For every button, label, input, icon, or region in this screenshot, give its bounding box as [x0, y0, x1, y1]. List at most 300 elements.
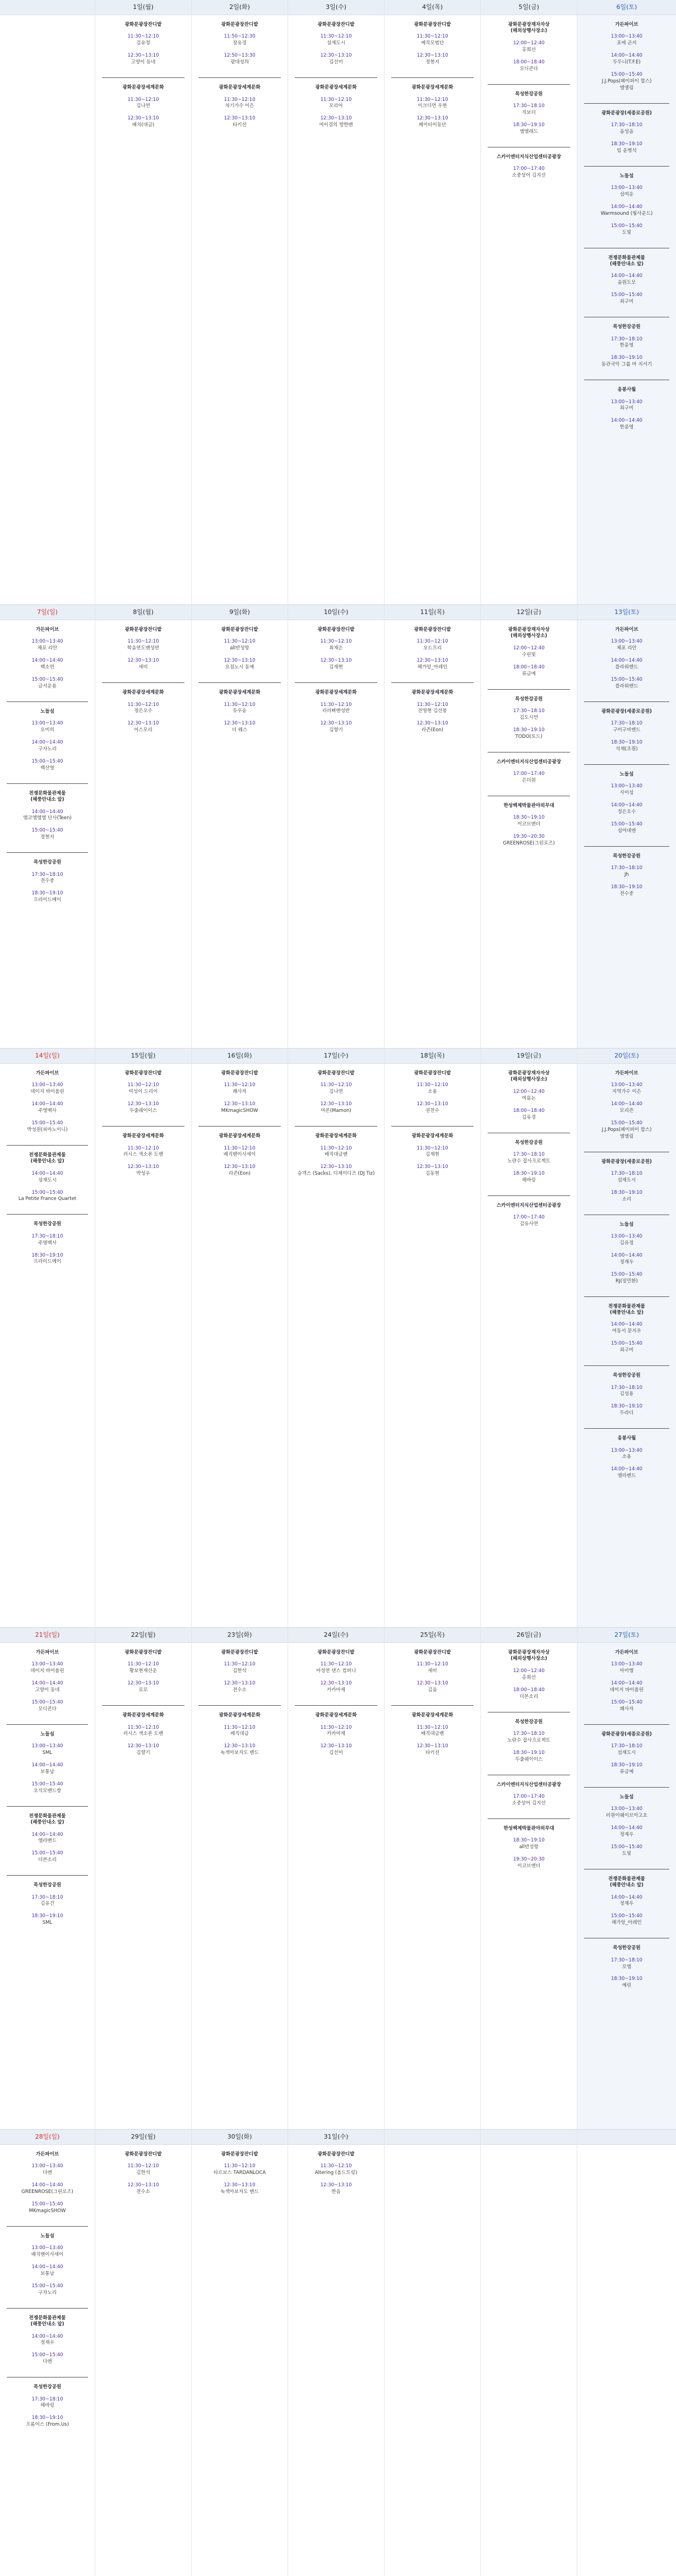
slot-performer: 라즌(Eon): [421, 727, 443, 733]
venue-block: [198, 1127, 281, 1189]
venue-block: [584, 167, 669, 248]
venue-block: [102, 1127, 184, 1189]
slot-performer: 타르보스 TARDANLOCA: [213, 2170, 266, 2176]
venue-name: 목성한강공원: [515, 696, 543, 702]
calendar-day-empty: [481, 2130, 577, 2576]
slot-time: 12:30~13:10: [416, 721, 448, 727]
slot-time: 12:00~12:40: [513, 1668, 545, 1674]
slot-time: 12:30~13:10: [224, 1743, 256, 1749]
venue-block: [295, 1643, 377, 1706]
day-header: 17일(수): [288, 1049, 384, 1064]
venue-block: [7, 1146, 88, 1215]
slot-time: 17:30~18:10: [610, 865, 643, 871]
day-header: 23일(화): [192, 1628, 288, 1643]
performance-slot: [490, 1152, 568, 1165]
performance-slot: [104, 1164, 182, 1178]
slot-performer: 플라워밴드: [615, 664, 638, 671]
venue-block: [198, 78, 281, 140]
venue-name: 광화문광장세계문화: [411, 1712, 453, 1719]
day-header: 5일(금): [481, 0, 577, 15]
performance-slot: [586, 1466, 667, 1480]
performance-slot: [201, 1661, 279, 1675]
slot-performer: 여름논: [522, 1095, 536, 1101]
slot-time: 11:30~12:10: [320, 1145, 352, 1151]
performance-slot: [586, 1895, 667, 1908]
slot-time: 17:30~18:10: [513, 708, 545, 714]
slot-performer: 최구미: [619, 1347, 634, 1354]
calendar-day: [95, 1628, 192, 2129]
performance-slot: [586, 1976, 667, 1989]
performance-slot: [490, 708, 568, 722]
slot-performer: 보통남: [40, 2270, 54, 2277]
venue-block: [295, 1064, 377, 1127]
slot-performer: 로로: [138, 1687, 148, 1693]
performance-slot: [586, 34, 667, 47]
slot-time: 17:30~18:10: [31, 1894, 63, 1900]
performance-slot: [490, 59, 568, 73]
venue-name: 광화문광장(세종로공원): [601, 708, 652, 714]
performance-slot: [297, 721, 375, 734]
day-header: 31일(수): [288, 2130, 384, 2145]
slot-time: 12:30~13:10: [320, 658, 352, 664]
slot-time: 13:00~13:40: [31, 721, 63, 727]
slot-performer: TODO(토드): [515, 733, 543, 740]
slot-performer: 김향기: [329, 727, 343, 733]
slot-performer: 김유정: [619, 1240, 634, 1247]
calendar-day: [481, 605, 577, 1048]
slot-performer: 엠코엠엠엠 단사(Teen): [23, 815, 72, 821]
slot-time: 15:00~15:40: [31, 1189, 63, 1195]
calendar-day: [192, 1628, 288, 2129]
day-header: 11일(목): [385, 605, 480, 620]
performance-slot: [201, 53, 279, 66]
slot-performer: 소중상어 김지선: [512, 1800, 546, 1806]
performance-slot: [9, 721, 86, 734]
slot-time: 13:00~13:40: [610, 1447, 643, 1453]
venue-name: 광화문광장(세종로공원): [601, 110, 652, 116]
slot-performer: 정재우: [619, 1831, 634, 1838]
venue-block: [584, 248, 669, 318]
day-header: 16일(화): [192, 1049, 288, 1064]
slot-performer: 수린빛: [522, 652, 536, 658]
slot-performer: SML: [42, 1920, 53, 1926]
slot-performer: 지역가수 이은: [612, 1089, 641, 1095]
slot-performer: 쾌사자: [619, 1706, 634, 1712]
venue-block: [488, 753, 570, 796]
slot-time: 12:30~13:10: [320, 2182, 352, 2189]
slot-time: 11:30~12:10: [416, 34, 448, 40]
slot-time: 11:30~12:10: [127, 639, 159, 645]
slot-time: 12:00~12:40: [513, 40, 545, 46]
performance-slot: [9, 2283, 86, 2297]
performance-slot: [586, 1234, 667, 1247]
slot-time: 11:30~12:10: [416, 1724, 448, 1730]
venue-name: 노들섬: [40, 2233, 54, 2239]
slot-performer: 두줄쉐이이스: [129, 1108, 158, 1114]
slot-performer: 소리: [622, 1196, 632, 1202]
calendar-day: [95, 605, 192, 1048]
slot-time: 15:00~15:40: [31, 677, 63, 683]
slot-time: 11:30~12:10: [320, 2163, 352, 2169]
performance-slot: [9, 1743, 86, 1757]
slot-performer: 섬재도시: [327, 40, 345, 47]
slot-time: 11:30~12:10: [127, 1082, 159, 1088]
venue-block: [391, 620, 474, 683]
slot-performer: 전영현 김선봉: [418, 708, 447, 714]
calendar-day: [192, 0, 288, 604]
venue-name: 가든파이브: [615, 1650, 638, 1655]
slot-performer: 임 윤병석: [617, 147, 637, 154]
performance-slot: [104, 2182, 182, 2196]
day-header: 21일(일): [0, 1628, 95, 1643]
slot-performer: 김유사연: [520, 1221, 538, 1227]
performance-slot: [9, 890, 86, 904]
performance-slot: [393, 702, 471, 715]
slot-performer: 사이섬: [619, 790, 634, 796]
performance-slot: [586, 141, 667, 155]
venue-name: 광화문광장잔디밭: [317, 1650, 355, 1655]
slot-time: 12:30~13:10: [416, 1743, 448, 1749]
slot-performer: GREENROSE(그린로즈): [503, 840, 555, 846]
venue-block: [584, 620, 669, 702]
slot-performer: 은더원: [522, 777, 536, 783]
venue-block: [102, 683, 184, 745]
slot-performer: 권찬수: [425, 1108, 439, 1114]
slot-time: 14:00~14:40: [31, 740, 63, 746]
slot-time: 18:30~19:10: [610, 1189, 643, 1195]
slot-time: 18:30~19:10: [31, 2415, 63, 2421]
venue-block: [7, 2145, 88, 2227]
slot-performer: GREENROSE(그린로즈): [21, 2189, 73, 2195]
slot-performer: 여동서 문지우: [612, 1328, 641, 1335]
performance-slot: [201, 116, 279, 129]
slot-performer: 소용: [428, 1089, 437, 1095]
slot-time: 14:00~14:40: [610, 1466, 643, 1472]
slot-time: 17:30~18:10: [610, 336, 643, 342]
performance-slot: [586, 865, 667, 879]
venue-name: 광화문광장세계문화: [411, 1133, 453, 1139]
performance-slot: [104, 2163, 182, 2177]
slot-performer: 카카마제: [327, 1731, 345, 1737]
slot-performer: 보통남: [40, 1769, 54, 1775]
slot-performer: 세비: [138, 664, 148, 671]
slot-performer: 정현지: [425, 59, 439, 66]
venue-name: 노들섬: [40, 1731, 54, 1737]
performance-slot: [104, 1082, 182, 1096]
slot-time: 11:30~12:10: [127, 1145, 159, 1151]
slot-time: 19:30~20:30: [513, 834, 545, 840]
slot-performer: 이코브앤더: [517, 821, 541, 828]
performance-slot: [104, 1101, 182, 1115]
performance-slot: [490, 1731, 568, 1744]
slot-time: 15:00~15:40: [31, 2201, 63, 2208]
slot-time: 18:30~19:10: [513, 815, 545, 821]
venue-name: 전쟁문화물관제물 (해풍안내소 앞): [29, 1152, 66, 1165]
slot-time: 12:30~13:10: [127, 1101, 159, 1107]
slot-time: 12:30~13:10: [224, 1101, 256, 1107]
slot-performer: 류금예: [522, 671, 536, 677]
slot-time: 12:30~13:10: [416, 53, 448, 59]
slot-performer: 직보더: [522, 109, 536, 116]
slot-time: 15:00~15:40: [31, 1700, 63, 1706]
calendar-week: [0, 2129, 676, 2576]
slot-performer: 카카마제: [327, 1687, 345, 1693]
performance-slot: [9, 1895, 86, 1908]
venue-name: 목성한강공원: [515, 91, 543, 97]
venue-block: [488, 1133, 570, 1196]
slot-performer: 더본소리: [520, 1693, 538, 1700]
slot-time: 17:30~18:10: [610, 1171, 643, 1177]
slot-performer: 한윤영: [619, 424, 634, 431]
venue-block: [295, 1706, 377, 1768]
calendar-day: [0, 605, 95, 1048]
venue-block: [7, 853, 88, 915]
slot-time: 12:30~13:10: [127, 53, 159, 59]
performance-slot: [201, 1743, 279, 1757]
venue-block: [391, 1643, 474, 1706]
slot-performer: 소중상어 김지선: [512, 172, 546, 178]
slot-time: 13:00~13:40: [610, 783, 643, 790]
slot-time: 17:30~18:10: [610, 1743, 643, 1749]
day-header: 15일(월): [95, 1049, 191, 1064]
slot-time: 17:30~18:10: [513, 1151, 545, 1157]
slot-performer: 동관국악 그룹 마 지서기: [601, 362, 652, 368]
venue-block: [488, 1712, 570, 1775]
slot-time: 11:30~12:10: [320, 1082, 352, 1088]
slot-performer: 녹색아보자도 밴드: [220, 1750, 259, 1756]
calendar-day: [192, 605, 288, 1048]
venue-block: [584, 1297, 669, 1367]
slot-time: 11:30~12:10: [416, 639, 448, 645]
slot-performer: 주영백사: [38, 1240, 57, 1246]
venue-block: [7, 1807, 88, 1876]
slot-performer: 정재우: [619, 1901, 634, 1907]
venue-name: 목성한강공원: [613, 853, 641, 859]
venue-name: 광화문광장잔디밭: [317, 1070, 355, 1076]
performance-slot: [586, 273, 667, 287]
slot-performer: 정은오수: [617, 809, 636, 815]
slot-time: 18:30~19:10: [610, 740, 643, 746]
slot-time: 13:00~13:40: [31, 2163, 63, 2169]
performance-slot: [9, 2201, 86, 2215]
slot-performer: 마이엠: [619, 1668, 634, 1674]
slot-time: 13:00~13:40: [610, 639, 643, 645]
slot-time: 12:30~13:10: [224, 116, 256, 122]
venue-name: 광화문광장세계문화: [122, 1133, 164, 1139]
slot-performer: 배직대금밴: [324, 1152, 348, 1158]
performance-slot: [490, 122, 568, 136]
slot-time: 11:30~12:10: [127, 2163, 159, 2169]
performance-slot: [490, 40, 568, 54]
slot-time: 17:30~18:10: [610, 122, 643, 128]
performance-slot: [297, 2163, 375, 2177]
calendar-day: [95, 2130, 192, 2576]
performance-slot: [9, 639, 86, 652]
slot-performer: Jh: [624, 872, 629, 878]
performance-slot: [9, 759, 86, 772]
venue-block: [584, 1429, 669, 1491]
performance-slot: [490, 645, 568, 659]
calendar-day: [0, 2130, 95, 2576]
performance-slot: [586, 1806, 667, 1820]
venue-block: [391, 683, 474, 745]
slot-performer: 음성음: [619, 129, 634, 135]
performance-slot: [297, 1101, 375, 1115]
calendar-day-empty: [0, 0, 95, 604]
venue-name: 광화문광장잔디밭: [221, 1070, 258, 1076]
slot-performer: 최재은: [329, 645, 343, 652]
slot-performer: 이크디먼 우현: [418, 103, 447, 109]
slot-time: 14:00~14:40: [610, 418, 643, 424]
venue-block: [198, 683, 281, 745]
calendar-day: [0, 1049, 95, 1627]
venue-name: 목성한강공원: [515, 1139, 543, 1146]
slot-performer: 엘엘레드: [520, 128, 538, 135]
venue-name: 전쟁문화물관제물 (해풍안내소 앞): [29, 2315, 66, 2328]
slot-performer: 프롬어스 (From.Us): [26, 2422, 69, 2428]
performance-slot: [104, 658, 182, 671]
slot-performer: 예린: [622, 1983, 632, 1989]
performance-slot: [201, 1082, 279, 1096]
performance-slot: [586, 1253, 667, 1266]
venue-block: [584, 1064, 669, 1152]
slot-performer: 백소연: [40, 664, 54, 671]
slot-performer: 페이터이동단: [418, 122, 447, 128]
slot-performer: 박성우: [136, 1171, 150, 1177]
slot-performer: 전수중: [40, 878, 54, 884]
performance-slot: [586, 1322, 667, 1335]
venue-name: 광화문광장잔디밭: [414, 627, 451, 633]
venue-block: [102, 1706, 184, 1768]
slot-performer: 김한석: [233, 1668, 247, 1674]
slot-performer: 한음: [331, 2189, 341, 2195]
calendar-day: [95, 1049, 192, 1627]
slot-performer: 차기가수 이은: [225, 103, 254, 109]
slot-performer: MKmagicSHOW: [221, 1108, 258, 1114]
day-header: 29일(월): [95, 2130, 191, 2145]
slot-time: 12:30~13:10: [224, 658, 256, 664]
slot-performer: 김유경: [522, 1114, 536, 1120]
venue-name: 노들섬: [619, 1221, 634, 1227]
venue-name: 가든파이브: [35, 1650, 59, 1655]
performance-slot: [586, 1825, 667, 1839]
performance-slot: [104, 639, 182, 652]
performance-slot: [586, 783, 667, 797]
slot-time: 14:00~14:40: [610, 1825, 643, 1831]
slot-performer: 최구미: [619, 299, 634, 305]
slot-performer: 전수중: [619, 890, 634, 897]
slot-time: 14:00~14:40: [31, 1831, 63, 1838]
venue-block: [584, 702, 669, 765]
venue-name: 광화문광장잔디밭: [124, 1070, 162, 1076]
venue-name: 광화문광장잔디밭: [124, 22, 162, 27]
day-header: 18일(목): [385, 1049, 480, 1064]
slot-performer: 정재우: [40, 2340, 54, 2346]
slot-time: 18:00~18:40: [513, 664, 545, 670]
slot-performer: 구미구비엔드: [613, 727, 641, 733]
calendar-day: [481, 0, 577, 604]
venue-name: 광화문광장잔디밭: [221, 22, 258, 27]
performance-slot: [586, 1681, 667, 1694]
slot-time: 12:00~12:40: [513, 1088, 545, 1095]
slot-performer: RJ(장민환): [615, 1278, 638, 1284]
slot-performer: 최구미: [619, 405, 634, 412]
slot-performer: 타키션: [425, 1750, 439, 1756]
slot-time: 12:50~13:30: [224, 53, 256, 59]
performance-slot: [586, 1762, 667, 1776]
slot-time: 13:00~13:40: [31, 2245, 63, 2251]
venue-block: [198, 620, 281, 683]
slot-performer: J.J.Pops(페이퍼이 합스) 엘엘림: [601, 1127, 652, 1139]
slot-performer: 듀우송: [233, 708, 247, 714]
venue-block: [488, 1775, 570, 1819]
slot-time: 18:00~18:40: [513, 1107, 545, 1114]
performance-slot: [9, 872, 86, 885]
venue-name: 목성한강공원: [613, 1945, 641, 1951]
slot-performer: 타키션: [233, 122, 247, 128]
venue-name: 광화문광장세계문화: [315, 85, 357, 91]
slot-performer: all반성항: [230, 645, 249, 652]
slot-time: 18:30~19:10: [610, 884, 643, 890]
performance-slot: [201, 1101, 279, 1115]
slot-performer: 녹색아보자도 밴드: [220, 2189, 259, 2195]
performance-slot: [490, 1794, 568, 1807]
performance-slot: [297, 639, 375, 652]
slot-performer: 오미의: [40, 727, 54, 733]
performance-slot: [490, 1215, 568, 1228]
slot-performer: 해가앙_아레인: [417, 664, 448, 671]
slot-performer: 김성용: [619, 1391, 634, 1397]
performance-slot: [297, 1082, 375, 1096]
slot-time: 14:00~14:40: [31, 658, 63, 664]
slot-performer: La Petite France Quartet: [18, 1196, 77, 1202]
slot-time: 11:30~12:10: [320, 1661, 352, 1668]
day-header: 19일(금): [481, 1049, 577, 1064]
slot-time: 18:00~18:40: [513, 59, 545, 65]
slot-performer: 여이겸의 방한밴: [319, 122, 353, 128]
day-header: 7일(일): [0, 605, 95, 620]
slot-performer: 김선미: [329, 1750, 343, 1756]
performance-slot: [490, 1857, 568, 1870]
slot-time: 11:30~12:10: [127, 701, 159, 708]
slot-performer: 승객스 (Sacks), 디제이디즈 (DJ Tiz): [297, 1171, 375, 1177]
venue-name: 광화문광장세계문화: [122, 85, 164, 91]
slot-time: 12:30~13:10: [416, 1164, 448, 1170]
performance-slot: [586, 639, 667, 652]
venue-block: [391, 15, 474, 78]
venue-block: [584, 765, 669, 847]
venue-block: [295, 620, 377, 683]
performance-slot: [393, 97, 471, 110]
venue-name: 전쟁문화물관제물 (해풍안내소 앞): [29, 1813, 66, 1826]
performance-slot: [586, 1844, 667, 1858]
venue-block: [7, 620, 88, 702]
performance-slot: [586, 355, 667, 368]
slot-performer: 해가앙_아레인: [612, 1920, 642, 1926]
slot-performer: 구자노리: [38, 2289, 57, 2296]
performance-slot: [297, 1661, 375, 1675]
slot-performer: 김나연: [329, 1089, 343, 1095]
slot-performer: 해바링: [522, 1177, 536, 1183]
slot-time: 15:00~15:40: [31, 2352, 63, 2358]
venue-name: 광화문광장세계문화: [411, 690, 453, 696]
slot-performer: 섬여데엔: [617, 828, 636, 834]
calendar-day: [288, 0, 385, 604]
slot-time: 13:00~13:40: [31, 1661, 63, 1668]
slot-time: 14:00~14:40: [610, 204, 643, 210]
slot-time: 12:30~13:10: [127, 658, 159, 664]
calendar-day-empty: [385, 2130, 481, 2576]
